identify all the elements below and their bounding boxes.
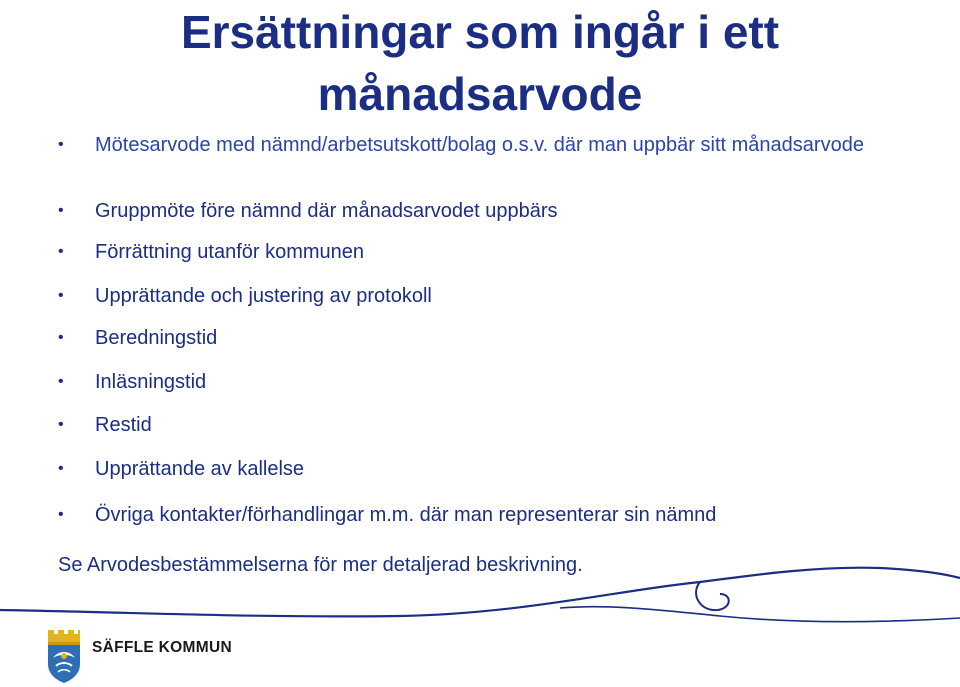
slide-title-line-1: Ersättningar som ingår i ett — [180, 6, 780, 58]
saffle-logo — [46, 626, 232, 684]
bullet-item: • Gruppmöte före nämnd där månadsarvodet uppbärs — [95, 199, 915, 223]
saffle-coat-of-arms-icon — [46, 626, 82, 684]
bullet-item: • Övriga kontakter/förhandlingar m.m. där man representerar sin nämnd — [95, 503, 915, 527]
logo-text: SÄFFLE KOMMUN — [92, 639, 232, 656]
footnote-text: Se Arvodesbestämmelserna för mer detaljerad beskrivning. — [58, 554, 583, 576]
slide-title — [0, 0, 960, 125]
bullet-item: • Restid — [95, 413, 915, 437]
slide-title-line-2: månadsarvode — [317, 68, 643, 120]
bullet-item: • Upprättande och justering av protokoll — [95, 284, 915, 308]
decorative-wave — [0, 560, 960, 630]
bullet-item: • Upprättande av kallelse — [95, 457, 915, 481]
bullet-item: • Mötesarvode med nämnd/arbetsutskott/bolag o.s.v. där man uppbär sitt månadsarvode — [95, 133, 915, 157]
bullet-item: • Beredningstid — [95, 326, 915, 350]
bullet-item: • Förrättning utanför kommunen — [95, 240, 915, 264]
bullet-item: • Inläsningstid — [95, 370, 915, 394]
